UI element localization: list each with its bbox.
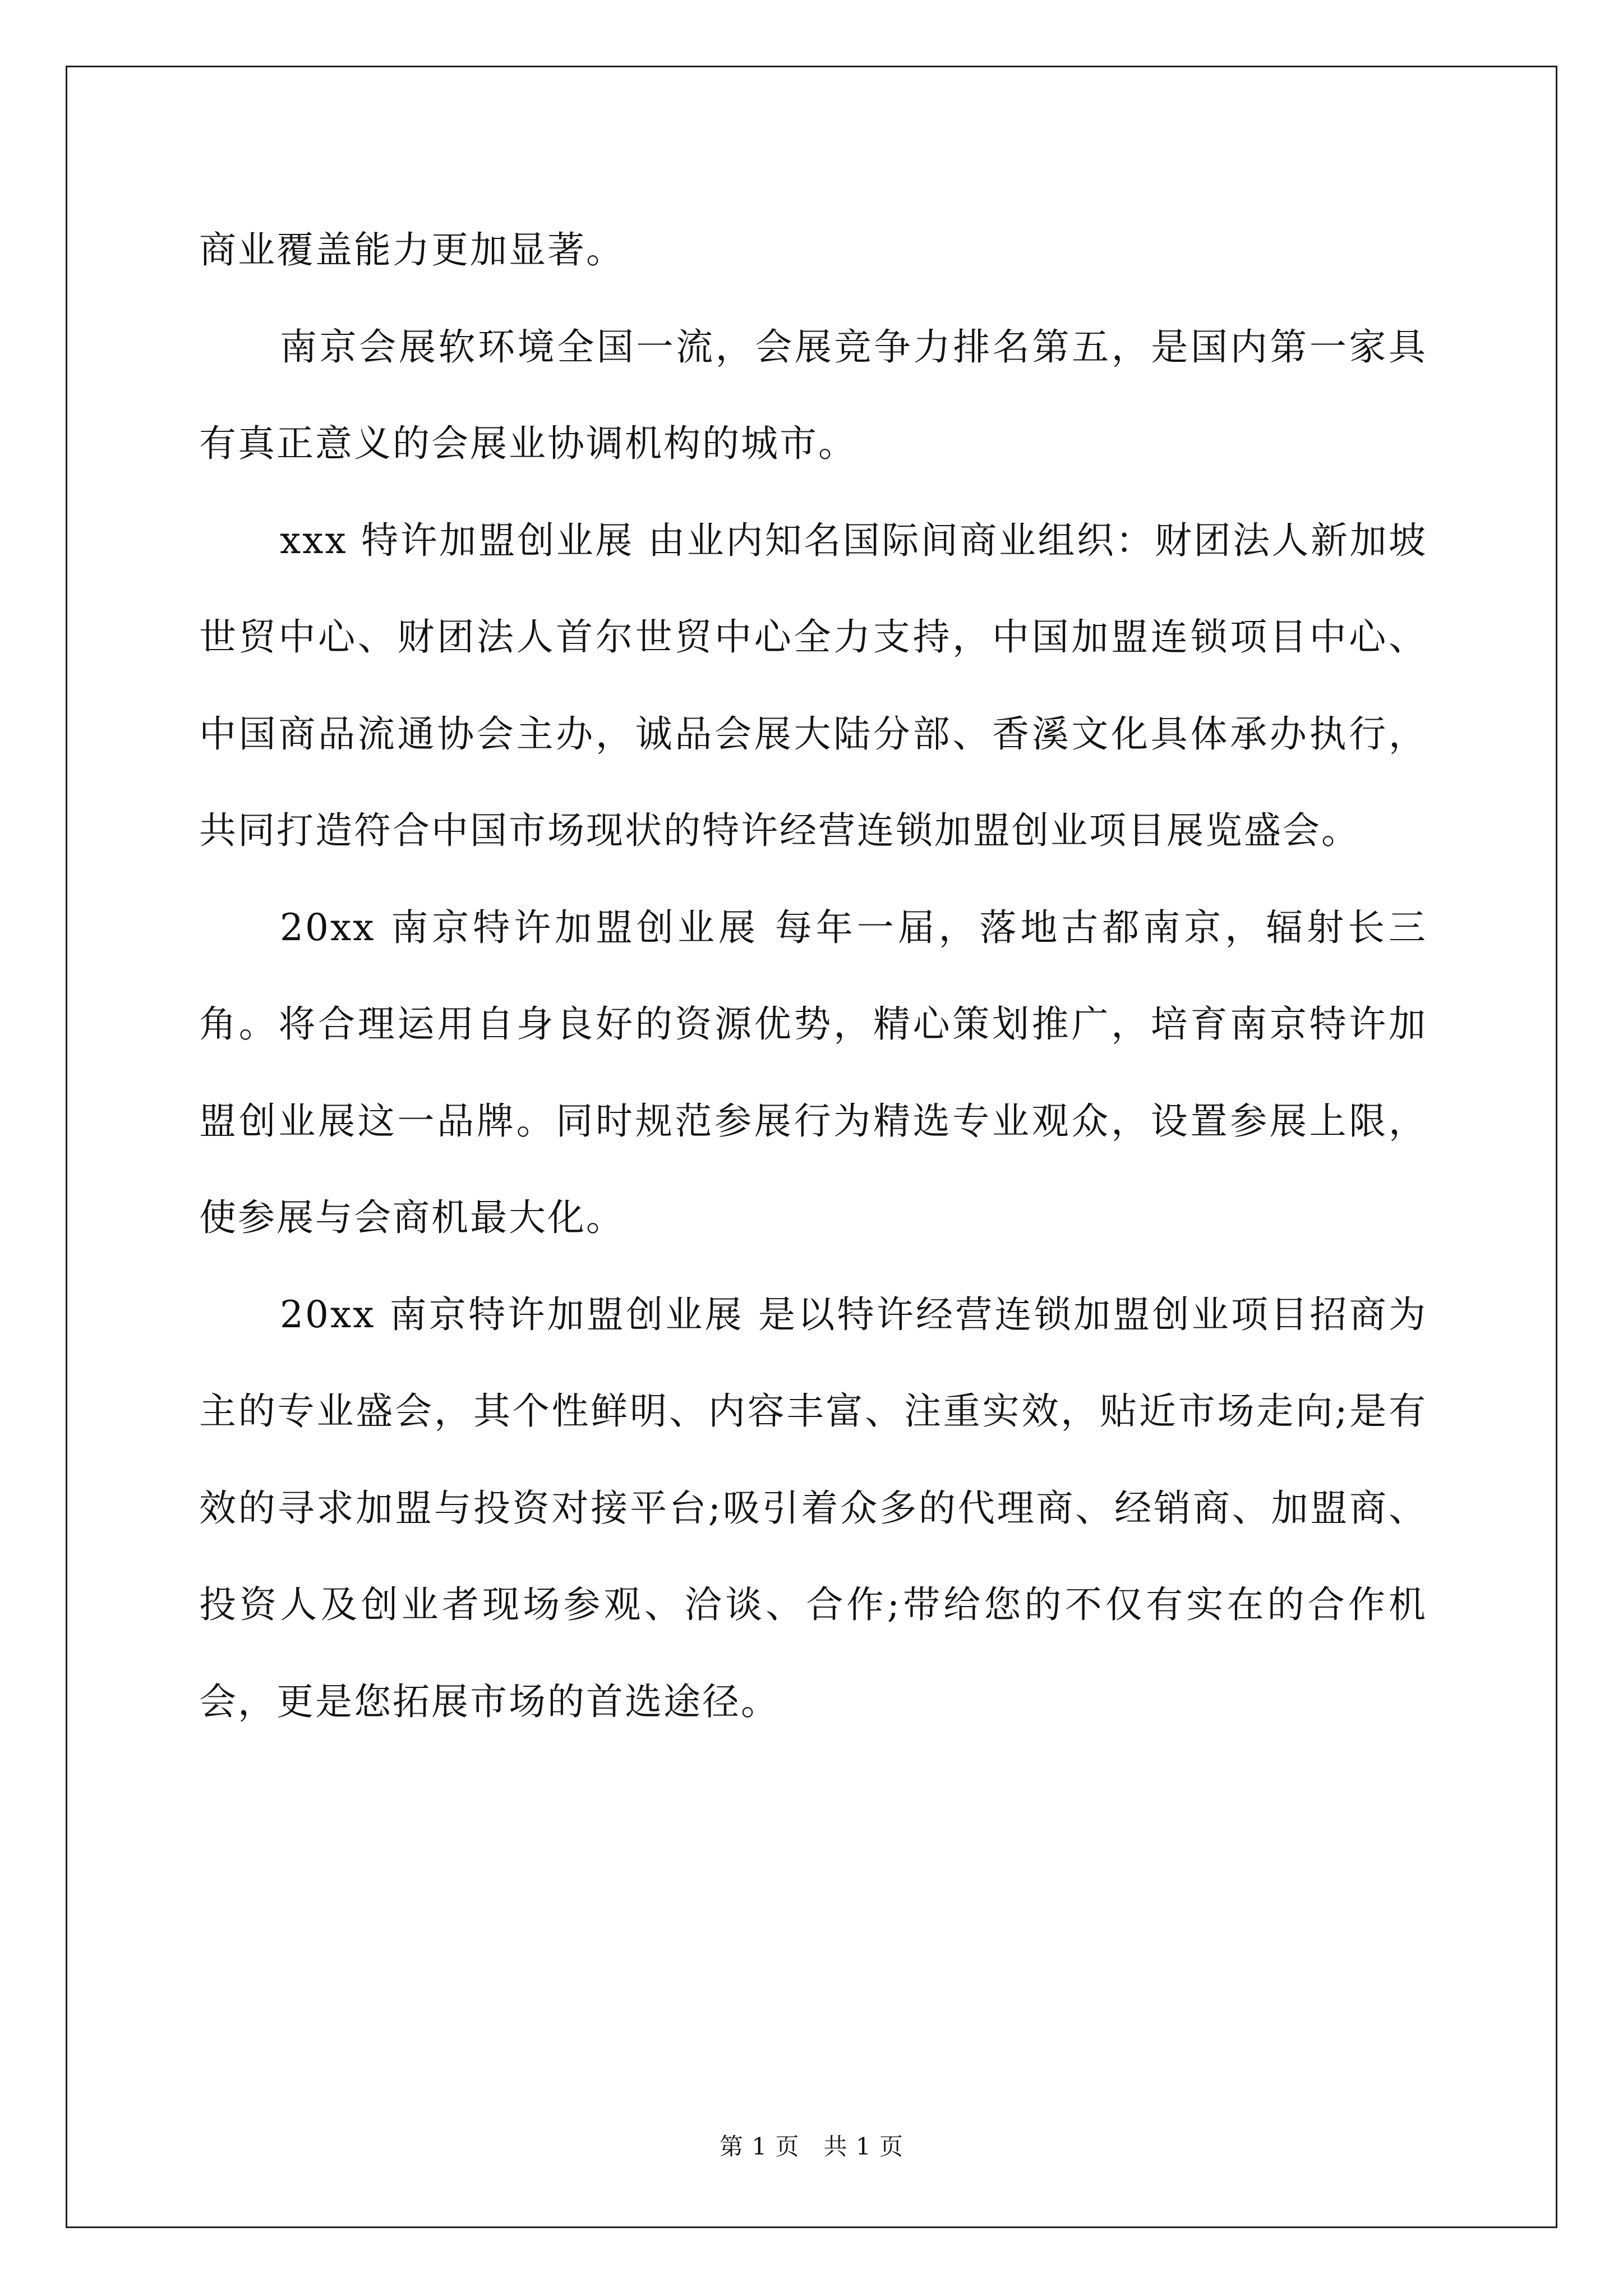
- paragraph-continuation: 商业覆盖能力更加显著。: [199, 228, 625, 272]
- paragraph-annual-expo: 20xx 南京特许加盟创业展 每年一届，落地古都南京，辐射长三角。将合理运用自身良好的资源优势，精心策划推广，培育南京特许加盟创业展这一品牌。同时规范参展行为精选专业观众，设置参展上限，使参展与会商机最大化。: [199, 905, 1427, 1239]
- page-number: 第 1 页: [720, 2133, 800, 2160]
- page-total: 共 1 页: [823, 2133, 903, 2160]
- paragraph-nanjing-environment: 南京会展软环境全国一流，会展竞争力排名第五，是国内第一家具有真正意义的会展业协调机构的城市。: [199, 325, 1427, 465]
- page-footer: [0, 2130, 1623, 2164]
- paragraph-franchise-expo-organizers: xxx 特许加盟创业展 由业内知名国际间商业组织：财团法人新加坡世贸中心、财团法人首尔世贸中心全力支持，中国加盟连锁项目中心、中国商品流通协会主办，诚品会展大陆分部、香溪文化具体承办执行，共同打造符合中国市场现状的特许经营连锁加盟创业项目展览盛会。: [199, 518, 1427, 852]
- document-body: [199, 202, 1427, 1750]
- paragraph-expo-purpose: 20xx 南京特许加盟创业展 是以特许经营连锁加盟创业项目招商为主的专业盛会，其个性鲜明、内容丰富、注重实效，贴近市场走向;是有效的寻求加盟与投资对接平台;吸引着众多的代理商、经销商、加盟商、投资人及创业者现场参观、洽谈、合作;带给您的不仅有实在的合作机会，更是您拓展市场的首选途径。: [199, 1292, 1427, 1723]
